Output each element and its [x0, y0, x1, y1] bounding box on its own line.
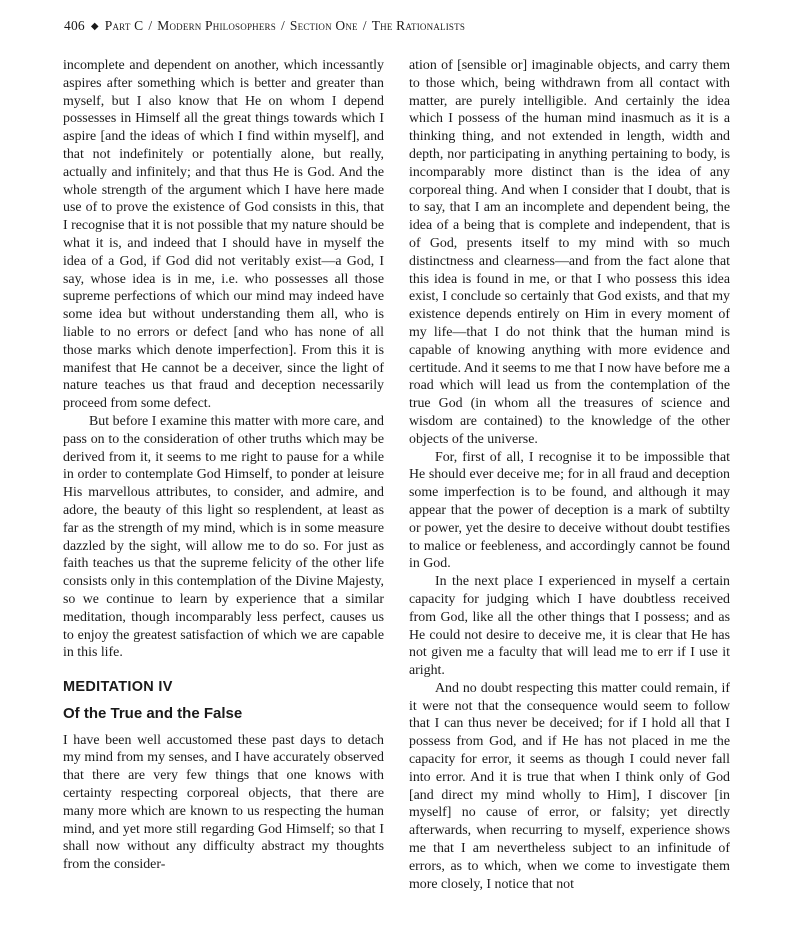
- left-column: [63, 57, 384, 874]
- body-paragraph: And no doubt respecting this matter could remain, if it were not that the consequence would seem to follow that I can thus never be deceived; for if I hold all that I possess from God, and if He has not placed in me the capacity for error, it seems as though I could never fall into error. And it is true that when I think only of God [and direct my mind wholly to Him], I discover [in myself] no cause of error, or falsity; yet directly afterwards, when recurring to myself, experience shows me that I am nevertheless subject to an infinitude of errors, as to which, when we come to investigate them more closely, I notice that not: [409, 680, 730, 892]
- separator: /: [148, 18, 153, 33]
- body-paragraph: In the next place I experienced in myself a certain capacity for judging which I have doubtless received from God, like all the other things that I possess; and as He could not desire to deceive me, it is clear that He has not given me a faculty that will lead me to err if I use it aright.: [409, 574, 730, 679]
- right-column: [409, 57, 730, 893]
- chapter-title: The Rationalists: [371, 18, 466, 33]
- body-paragraph: For, first of all, I recognise it to be impossible that He should ever deceive me; for in all fraud and deception some imperfection is to be found, and although it may appear that the power of deception is a mark of subtilty or power, yet the desire to deceive without doubt testifies to malice or feebleness, and accordingly cannot be found in God.: [409, 449, 730, 572]
- separator: /: [362, 18, 367, 33]
- part-label: Part C: [104, 18, 144, 33]
- meditation-heading: MEDITATION IV: [63, 679, 173, 696]
- page-number: 406: [64, 18, 85, 33]
- running-head: [64, 18, 744, 34]
- body-paragraph: But before I examine this matter with more care, and pass on to the consideration of other truths which may be derived from it, it seems to me right to pause for a while in order to contemplate God Himself, to ponder at leisure His marvellous attributes, to consider, and admire, and adore, the beauty of this light so resplendent, at least as far as the strength of my mind, which is in some measure dazzled by the sight, will allow me to do so. For just as faith teaches us that the supreme felicity of the other life consists only in this contemplation of the Divine Majesty, so we continue to learn by experience that a similar meditation, though incomparably less perfect, causes us to enjoy the greatest satisfaction of which we are capable in this life.: [63, 413, 384, 661]
- book-title: Modern Philosophers: [157, 18, 276, 33]
- section-title: Of the True and the False: [63, 704, 243, 722]
- body-paragraph: I have been well accustomed these past days to detach my mind from my senses, and I have accurately observed that there are very few things that one knows with certainty respecting corporeal objects, that there are many more which are known to us respecting the human mind, and yet more still regarding God Himself; so that I shall now without any difficulty abstract my thoughts from the consider-: [63, 732, 384, 873]
- diamond-ornament-icon: ◆: [90, 21, 99, 32]
- section-label: Section One: [289, 18, 358, 33]
- body-paragraph: incomplete and dependent on another, which incessantly aspires after something which is better and greater than myself, but I also know that He on whom I depend possesses in Himself all the great things towards which I aspire [and the ideas of which I find within myself], and that not indefinitely or potentially alone, but really, actually and infinitely; and that thus He is God. And the whole strength of the argument which I have here made use of to prove the existence of God consists in this, that I recognise that it is not possible that my nature should be what it is, and indeed that I should have in myself the idea of a God, if God did not veritably exist—a God, I say, whose idea is in me, i.e. who possesses all those supreme perfections of which our mind may indeed have some idea but without understanding them all, who is liable to no errors or defect [and who has none of all those marks which denote imperfection]. From this it is manifest that He cannot be a deceiver, since the light of nature teaches us that fraud and deception necessarily proceed from some defect.: [63, 58, 384, 412]
- body-paragraph: ation of [sensible or] imaginable objects, and carry them to those which, being withdrawn from all contact with matter, are purely intelligible. And certainly the idea which I possess of the human mind inasmuch as it is a thinking thing, and not extended in length, width and depth, nor participating in anything pertaining to body, is incomparably more distinct than is the idea of any corporeal thing. And when I consider that I doubt, that is to say, that I am an incomplete and dependent being, the idea of a being that is complete and independent, that is of God, presents itself to my mind with so much distinctness and clearness—and from the fact alone that this idea is found in me, or that I who possess this idea exist, I conclude so certainly that God exists, and that my existence depends entirely on Him in every moment of my life—that I do not think that the human mind is capable of knowing anything with more evidence and certitude. And it seems to me that I now have before me a road which will lead us from the contemplation of the true God (in whom all the treasures of science and wisdom are contained) to the knowledge of the other objects of the universe.: [409, 58, 730, 447]
- separator: /: [280, 18, 285, 33]
